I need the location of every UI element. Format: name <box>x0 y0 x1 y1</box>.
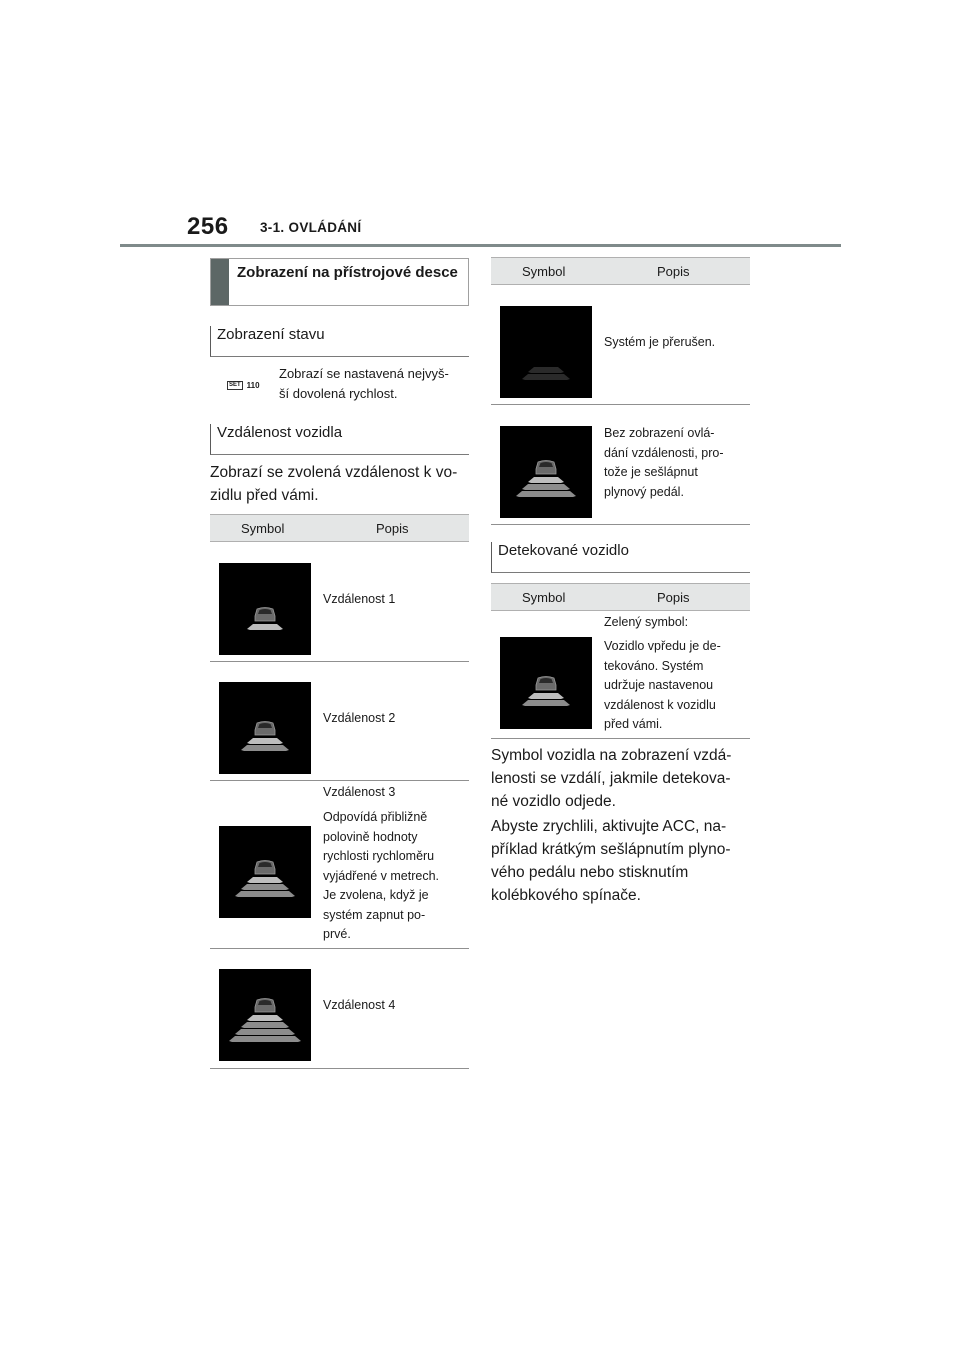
subheading-status-text: Zobrazení stavu <box>217 326 325 343</box>
col-desc: Popis <box>657 590 690 605</box>
heading-instrument-display <box>210 258 469 306</box>
distance-bar <box>522 484 570 490</box>
desc-line: systém zapnut po- <box>323 907 426 922</box>
table-row-divider <box>491 738 750 739</box>
table-header <box>491 583 750 611</box>
distance-4-symbol <box>219 969 311 1061</box>
detected-vehicle-symbol <box>500 637 592 729</box>
set-speed-description <box>279 364 469 403</box>
desc-line: Je zvolena, když je <box>323 888 429 902</box>
para-line: Abyste zrychlili, aktivujte ACC, na- <box>491 818 727 835</box>
table-row-divider <box>210 948 469 949</box>
section-title: 3-1. OVLÁDÁNÍ <box>260 220 362 235</box>
desc-line: dání vzdálenosti, pro- <box>604 445 724 460</box>
distance-3-symbol <box>219 826 311 918</box>
car-icon <box>536 677 556 691</box>
desc-line: vyjádřené v metrech. <box>323 868 440 883</box>
car-icon <box>255 999 275 1013</box>
paragraph-accelerate <box>491 815 761 907</box>
col-symbol: Symbol <box>522 590 566 605</box>
system-interrupted-label: Systém je přerušen. <box>604 335 716 349</box>
car-icon <box>255 861 275 875</box>
distance-symbol-graphic <box>500 426 592 518</box>
subheading-detected-text: Detekované vozidlo <box>498 542 629 559</box>
intro-line: Zobrazí se zvolená vzdálenost k vo- <box>210 464 458 481</box>
para-line: lenosti se vzdálí, jakmile detekova- <box>491 770 731 787</box>
car-icon <box>536 461 556 475</box>
distance-intro <box>210 461 472 507</box>
distance-bar <box>528 367 564 373</box>
page-number: 256 <box>187 213 229 240</box>
set-speed-icon <box>227 381 260 390</box>
distance-symbol-graphic <box>219 826 311 918</box>
desc-line: tože je sešlápnut <box>604 465 698 479</box>
distance-bar <box>528 477 564 483</box>
set-desc-line: ší dovolená rychlost. <box>279 385 398 401</box>
set-badge: SET <box>229 382 241 388</box>
distance-4-label: Vzdálenost 4 <box>323 998 396 1012</box>
distance-symbol-graphic <box>500 306 592 398</box>
distance-bar <box>522 700 570 706</box>
col-desc: Popis <box>657 264 690 279</box>
desc-line: udržuje nastavenou <box>604 678 714 692</box>
distance-symbol-graphic <box>219 682 311 774</box>
distance-symbol-graphic <box>219 563 311 655</box>
para-line: vého pedálu nebo stisknutím <box>491 864 689 881</box>
distance-bar <box>241 1022 289 1028</box>
distance-3-label: Vzdálenost 3 <box>323 785 396 799</box>
green-symbol-title: Zelený symbol: <box>604 615 689 629</box>
distance-2-label: Vzdálenost 2 <box>323 711 396 725</box>
paragraph-vehicle-departs <box>491 744 761 813</box>
table-row-divider <box>491 404 750 405</box>
desc-line: před vámi. <box>604 717 663 731</box>
table-row-divider <box>491 524 750 525</box>
desc-line: Odpovídá přibližně <box>323 810 428 824</box>
desc-line: Bez zobrazení ovlá- <box>604 426 715 440</box>
table-row-divider <box>210 1068 469 1069</box>
distance-symbol-graphic <box>219 969 311 1061</box>
distance-3-description <box>323 808 469 945</box>
distance-bar <box>247 624 283 630</box>
heading-bar <box>211 259 229 305</box>
distance-bar <box>241 884 289 890</box>
distance-1-symbol <box>219 563 311 655</box>
distance-bar <box>229 1036 301 1042</box>
no-distance-control-description <box>604 424 750 502</box>
desc-line: Vozidlo vpředu je de- <box>604 639 721 653</box>
desc-line: plynový pedál. <box>604 484 684 499</box>
subheading-detected <box>491 542 750 573</box>
distance-bar <box>247 1015 283 1021</box>
col-symbol: Symbol <box>241 521 285 536</box>
header-divider <box>120 244 841 247</box>
desc-line: tekováno. Systém <box>604 658 704 673</box>
system-interrupted-symbol <box>500 306 592 398</box>
distance-2-symbol <box>219 682 311 774</box>
desc-line: prvé. <box>323 927 351 941</box>
table-header <box>210 514 469 542</box>
distance-bar <box>235 1029 295 1035</box>
distance-bar <box>516 491 576 497</box>
table-header <box>491 257 750 285</box>
col-desc: Popis <box>376 521 409 536</box>
para-line: né vozidlo odjede. <box>491 793 616 810</box>
distance-bar <box>241 745 289 751</box>
desc-line: rychlosti rychloměru <box>323 849 435 863</box>
intro-line: zidlu před vámi. <box>210 487 319 504</box>
heading-text: Zobrazení na přístrojové desce <box>237 264 458 281</box>
no-distance-control-symbol <box>500 426 592 518</box>
set-desc-line: Zobrazí se nastavená nejvyš- <box>279 366 449 381</box>
col-symbol: Symbol <box>522 264 566 279</box>
distance-bar <box>528 693 564 699</box>
set-value: 110 <box>246 381 260 390</box>
para-line: kolébkového spínače. <box>491 887 641 904</box>
detected-vehicle-description <box>604 637 750 735</box>
car-icon <box>255 722 275 736</box>
distance-1-label: Vzdálenost 1 <box>323 592 396 606</box>
distance-bar <box>247 738 283 744</box>
distance-symbol-graphic <box>500 637 592 729</box>
subheading-distance <box>210 424 469 455</box>
subheading-status <box>210 326 469 357</box>
table-row-divider <box>210 661 469 662</box>
para-line: příklad krátkým sešlápnutím plyno- <box>491 841 731 858</box>
distance-bar <box>247 877 283 883</box>
desc-line: vzdálenost k vozidlu <box>604 697 716 712</box>
desc-line: polovině hodnoty <box>323 829 418 844</box>
para-line: Symbol vozidla na zobrazení vzdá- <box>491 747 732 764</box>
car-icon <box>255 608 275 622</box>
subheading-distance-text: Vzdálenost vozidla <box>217 424 343 441</box>
distance-bar <box>522 374 570 380</box>
distance-bar <box>235 891 295 897</box>
table-row-divider <box>210 780 469 781</box>
